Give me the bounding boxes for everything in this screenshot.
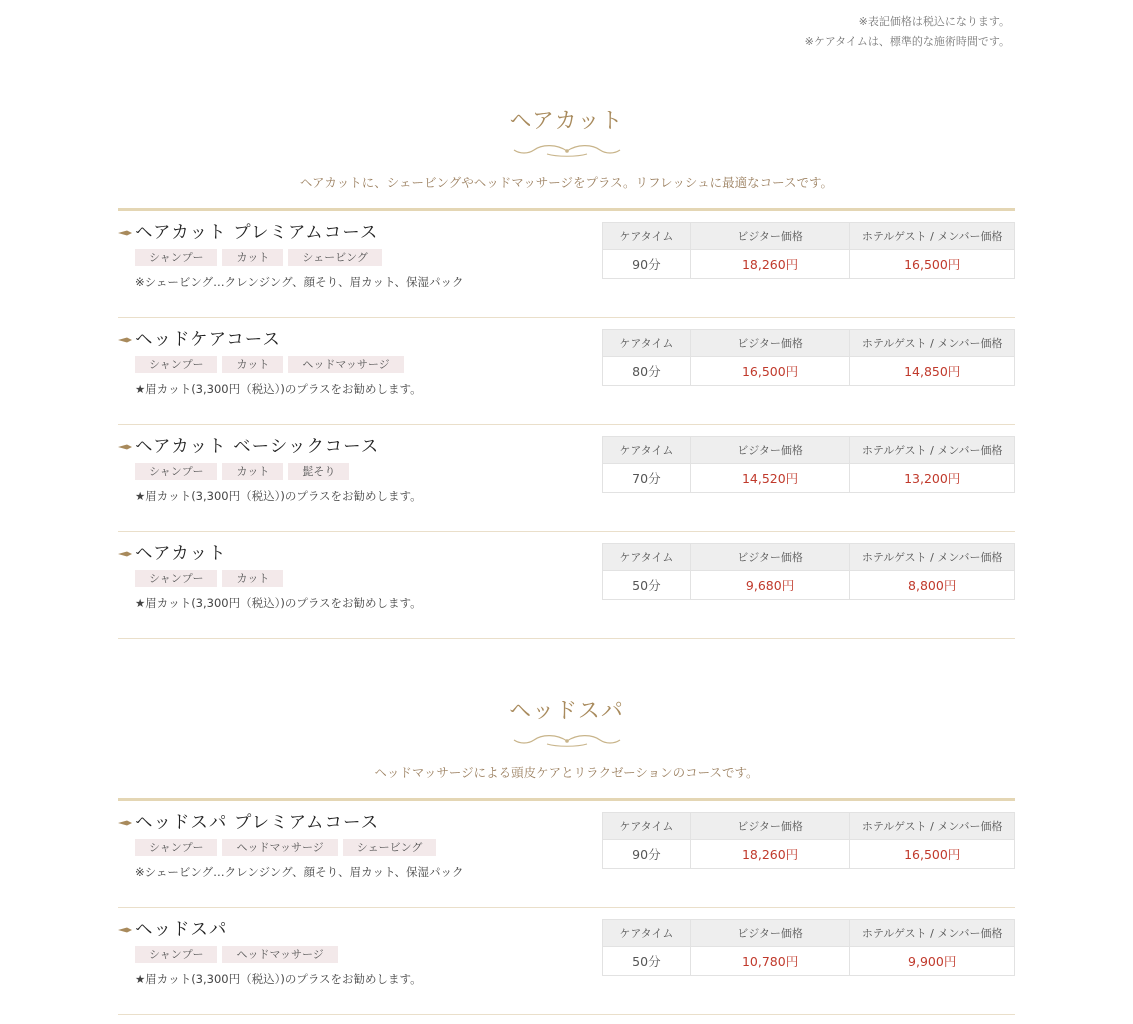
tag: ヘッドマッサージ xyxy=(288,356,403,373)
header-member-price: ホテルゲスト / メンバー価格 xyxy=(850,223,1015,250)
header-member-price: ホテルゲスト / メンバー価格 xyxy=(850,920,1015,947)
tag: カット xyxy=(222,570,283,587)
tag: シャンプー xyxy=(135,570,217,587)
course-name: ヘアカット ベーシックコース xyxy=(135,437,380,457)
tag: シェービング xyxy=(288,249,382,266)
header-care-time: ケアタイム xyxy=(603,813,691,840)
arrow-bullet-icon xyxy=(118,444,132,450)
tag: シャンプー xyxy=(135,946,217,963)
tag: カット xyxy=(222,463,283,480)
header-care-time: ケアタイム xyxy=(603,330,691,357)
member-price: 14,850円 xyxy=(850,357,1015,386)
course-row xyxy=(118,908,1015,1015)
tag: シャンプー xyxy=(135,463,217,480)
course-name: ヘッドスパ プレミアムコース xyxy=(135,813,380,833)
header-care-time: ケアタイム xyxy=(603,920,691,947)
tag: カット xyxy=(222,249,283,266)
course-note: ★眉カット(3,300円（税込）)のプラスをお勧めします。 xyxy=(135,596,422,610)
flourish-ornament-icon xyxy=(512,142,622,158)
course-name: ヘッドケアコース xyxy=(135,330,281,350)
header-visitor-price: ビジター価格 xyxy=(690,330,850,357)
section-title: ヘッドスパ xyxy=(509,699,624,724)
price-table xyxy=(602,919,1015,976)
course-tags xyxy=(135,463,349,480)
course-name: ヘアカット プレミアムコース xyxy=(135,223,379,243)
price-table xyxy=(602,329,1015,386)
care-time: 50分 xyxy=(603,571,691,600)
section-head-spa xyxy=(118,697,1015,782)
course-row xyxy=(118,532,1015,639)
course-row xyxy=(118,801,1015,908)
visitor-price: 14,520円 xyxy=(690,464,850,493)
course-note: ★眉カット(3,300円（税込）)のプラスをお勧めします。 xyxy=(135,972,422,986)
arrow-bullet-icon xyxy=(118,337,132,343)
member-price: 16,500円 xyxy=(850,250,1015,279)
arrow-bullet-icon xyxy=(118,820,132,826)
tag: シャンプー xyxy=(135,249,217,266)
course-tags xyxy=(135,570,283,587)
header-visitor-price: ビジター価格 xyxy=(690,437,850,464)
course-tags xyxy=(135,946,338,963)
price-table xyxy=(602,436,1015,493)
tax-note: ※表記価格は税込になります。 xyxy=(858,15,1010,28)
section-title: ヘアカット xyxy=(509,109,624,134)
header-member-price: ホテルゲスト / メンバー価格 xyxy=(850,437,1015,464)
course-row xyxy=(118,211,1015,318)
header-member-price: ホテルゲスト / メンバー価格 xyxy=(850,544,1015,571)
care-time: 50分 xyxy=(603,947,691,976)
header-visitor-price: ビジター価格 xyxy=(690,920,850,947)
tag: 髭そり xyxy=(288,463,349,480)
member-price: 9,900円 xyxy=(850,947,1015,976)
visitor-price: 18,260円 xyxy=(690,840,850,869)
price-table xyxy=(602,222,1015,279)
course-name: ヘッドスパ xyxy=(135,920,228,940)
section-description: ヘアカットに、シェービングやヘッドマッサージをプラス。リフレッシュに最適なコースです。 xyxy=(299,175,834,190)
header-member-price: ホテルゲスト / メンバー価格 xyxy=(850,813,1015,840)
care-time: 80分 xyxy=(603,357,691,386)
course-tags xyxy=(135,249,382,266)
course-tags xyxy=(135,839,436,856)
care-time: 70分 xyxy=(603,464,691,493)
arrow-bullet-icon xyxy=(118,551,132,557)
flourish-ornament-icon xyxy=(512,732,622,748)
care-time-note: ※ケアタイムは、標準的な施術時間です。 xyxy=(804,34,1010,48)
course-row xyxy=(118,425,1015,532)
visitor-price: 16,500円 xyxy=(690,357,850,386)
visitor-price: 18,260円 xyxy=(690,250,850,279)
price-notes xyxy=(805,12,1010,51)
price-table xyxy=(602,543,1015,600)
header-care-time: ケアタイム xyxy=(603,544,691,571)
tag: ヘッドマッサージ xyxy=(222,839,337,856)
header-care-time: ケアタイム xyxy=(603,223,691,250)
section-description: ヘッドマッサージによる頭皮ケアとリラクゼーションのコースです。 xyxy=(374,765,759,780)
member-price: 13,200円 xyxy=(850,464,1015,493)
tag: シャンプー xyxy=(135,839,217,856)
header-visitor-price: ビジター価格 xyxy=(690,223,850,250)
course-name: ヘアカット xyxy=(135,544,227,564)
tag: ヘッドマッサージ xyxy=(222,946,337,963)
member-price: 8,800円 xyxy=(850,571,1015,600)
course-tags xyxy=(135,356,404,373)
member-price: 16,500円 xyxy=(850,840,1015,869)
tag: シェービング xyxy=(343,839,437,856)
header-visitor-price: ビジター価格 xyxy=(690,813,850,840)
course-note: ※シェービング…クレンジング、顔そり、眉カット、保湿パック xyxy=(135,275,464,289)
course-row xyxy=(118,318,1015,425)
course-note: ★眉カット(3,300円（税込）)のプラスをお勧めします。 xyxy=(135,382,422,396)
visitor-price: 9,680円 xyxy=(690,571,850,600)
header-member-price: ホテルゲスト / メンバー価格 xyxy=(850,330,1015,357)
tag: シャンプー xyxy=(135,356,217,373)
arrow-bullet-icon xyxy=(118,230,132,236)
price-table xyxy=(602,812,1015,869)
course-note: ※シェービング…クレンジング、顔そり、眉カット、保湿パック xyxy=(135,865,464,879)
tag: カット xyxy=(222,356,283,373)
care-time: 90分 xyxy=(603,840,691,869)
care-time: 90分 xyxy=(603,250,691,279)
header-visitor-price: ビジター価格 xyxy=(690,544,850,571)
arrow-bullet-icon xyxy=(118,927,132,933)
section-haircut xyxy=(118,107,1015,192)
course-note: ★眉カット(3,300円（税込）)のプラスをお勧めします。 xyxy=(135,489,422,503)
visitor-price: 10,780円 xyxy=(690,947,850,976)
header-care-time: ケアタイム xyxy=(603,437,691,464)
